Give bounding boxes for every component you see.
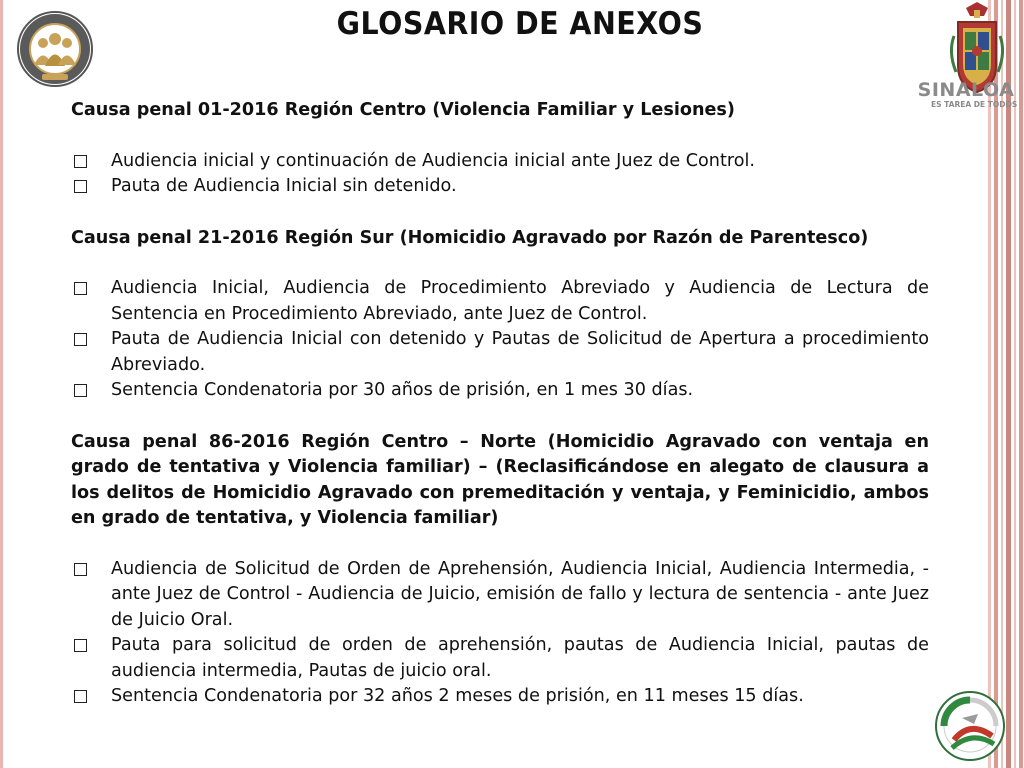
checkbox-bullet-icon [74,639,87,652]
list-item [71,149,929,175]
list-item [71,276,929,327]
checkbox-bullet-icon [74,180,87,193]
checkbox-bullet-icon [74,563,87,576]
slide-title: GLOSARIO DE ANEXOS [336,6,704,42]
checkbox-bullet-icon [74,333,87,346]
list-item [71,557,929,634]
checkbox-bullet-icon [74,384,87,397]
list-item [71,327,929,378]
list-item-text: Audiencia Inicial, Audiencia de Procedimiento Abreviado y Audiencia de Lectura de Sentencia en Procedimiento Abreviado, ante Juez de Control. [111,278,929,324]
list-item-text: Audiencia inicial y continuación de Audiencia inicial ante Juez de Control. [111,150,755,171]
list-item-text: Pauta de Audiencia Inicial con detenido y Pautas de Solicitud de Apertura a procedimiento Abreviado. [111,329,929,375]
list-item-text: Sentencia Condenatoria por 32 años 2 meses de prisión, en 11 meses 15 días. [111,686,804,706]
list-item [71,378,929,404]
case-title: Causa penal 01-2016 Región Centro (Violencia Familiar y Lesiones) [71,100,735,120]
left-border-rule [0,0,3,768]
list-item [71,174,929,200]
sinaloa-brand-name: SINALOA [917,79,1015,101]
list-item-text: Sentencia Condenatoria por 30 años de prisión, en 1 mes 30 días. [111,380,694,400]
glossary-content [71,98,929,710]
list-item [71,684,929,710]
list-item-text: Pauta para solicitud de orden de aprehensión, pautas de Audiencia Inicial, pautas de audiencia intermedia, Pautas de juicio oral. [111,635,929,681]
coordination-emblem-logo [934,690,1006,762]
list-item-text: Pauta de Audiencia Inicial sin detenido. [111,176,457,196]
list-item-text: Audiencia de Solicitud de Orden de Aprehensión, Audiencia Inicial, Audiencia Intermedia, - ante Juez de Control - Audiencia de Juicio, emisión de fallo y lectura de sentencia - ante Juez de Juicio Oral. [111,558,929,630]
checkbox-bullet-icon [74,282,87,295]
case-bullet-list [71,557,929,710]
case-title: Causa penal 86-2016 Región Centro – Norte (Homicidio Agravado con ventaja en grado de tentativa y Violencia familiar) – (Reclasificándose en alegato de clausura a los delitos de Homicidio Agravado con premeditación y ventaja, y Feminicidio, ambos en grado de tentativa, y Violencia familiar) [71,431,929,528]
case-bullet-list [71,149,929,200]
checkbox-bullet-icon [74,690,87,703]
case-bullet-list [71,276,929,404]
sinaloa-brand-tagline: ES TAREA DE TODOS [931,100,1018,109]
case-title: Causa penal 21-2016 Región Sur (Homicidio Agravado por Razón de Parentesco) [71,227,869,248]
checkbox-bullet-icon [74,155,87,168]
list-item [71,633,929,684]
institution-seal-logo [16,10,94,88]
